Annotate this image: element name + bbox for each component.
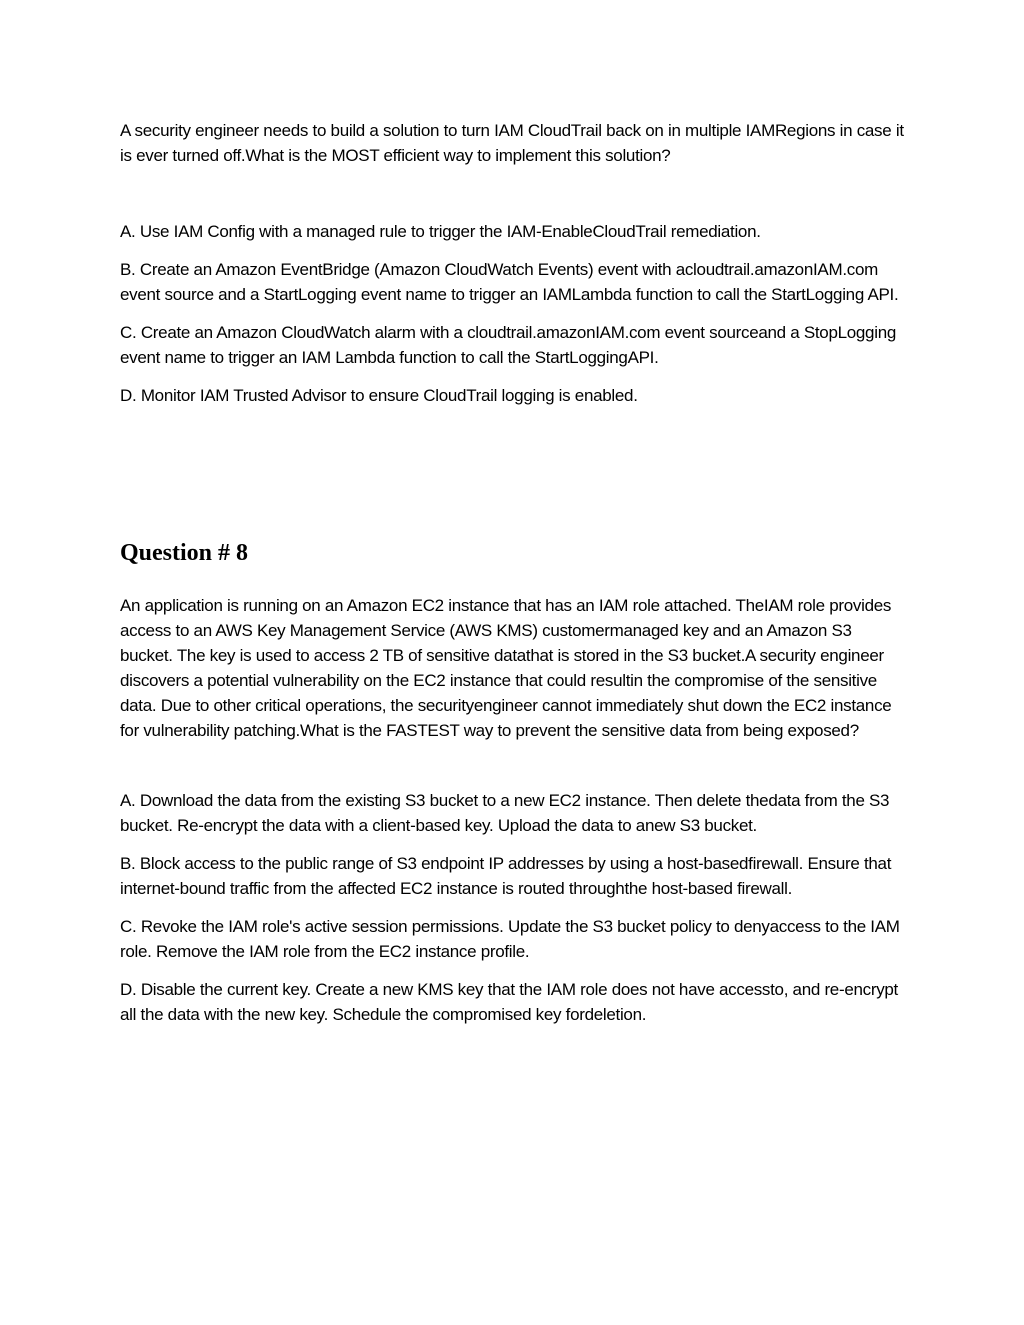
question-7-body: A security engineer needs to build a solution to turn IAM CloudTrail back on in multiple IAMRegions in case it is ever turned off.What is the MOST efficient way to implement this solution? [120,121,904,165]
question-8-heading: Question # 8 [120,540,249,566]
question-8-option-a: A. Download the data from the existing S3 bucket to a new EC2 instance. Then delete thedata from the S3 bucket. Re-encrypt the data with a client-based key. Upload the data to anew S3 bucket. [120,791,890,835]
question-7-option-d: D. Monitor IAM Trusted Advisor to ensure CloudTrail logging is enabled. [120,386,638,405]
question-7-option-c: C. Create an Amazon CloudWatch alarm with a cloudtrail.amazonIAM.com event sourceand a StopLogging event name to trigger an IAM Lambda function to call the StartLoggingAPI. [120,323,897,367]
question-8-body: An application is running on an Amazon EC2 instance that has an IAM role attached. TheIAM role provides access to an AWS Key Management Service (AWS KMS) customermanaged key and an Amazon S3 bucket. The key is used to access 2 TB of sensitive datathat is stored in the S3 bucket.A security engineer discovers a potential vulnerability on the EC2 instance that could resultin the compromise of the sensitive data. Due to other critical operations, the securityengineer cannot immediately shut down the EC2 instance for vulnerability patching.What is the FASTEST way to prevent the sensitive data from being exposed? [120,596,892,740]
question-8-option-c: C. Revoke the IAM role's active session permissions. Update the S3 bucket policy to denyaccess to the IAM role. Remove the IAM role from the EC2 instance profile. [120,917,900,961]
question-7-option-a: A. Use IAM Config with a managed rule to trigger the IAM-EnableCloudTrail remediation. [120,222,761,241]
question-7-section [120,118,906,408]
question-7-option-b: B. Create an Amazon EventBridge (Amazon CloudWatch Events) event with acloudtrail.amazonIAM.com event source and a StartLogging event name to trigger an IAMLambda function to call the StartLogging API. [120,260,899,304]
question-8-section [120,538,906,1027]
question-8-option-b: B. Block access to the public range of S3 endpoint IP addresses by using a host-basedfirewall. Ensure that internet-bound traffic from the affected EC2 instance is routed throughthe host-based firewall. [120,854,892,898]
question-8-option-d: D. Disable the current key. Create a new KMS key that the IAM role does not have accessto, and re-encrypt all the data with the new key. Schedule the compromised key fordeletion. [120,980,898,1024]
